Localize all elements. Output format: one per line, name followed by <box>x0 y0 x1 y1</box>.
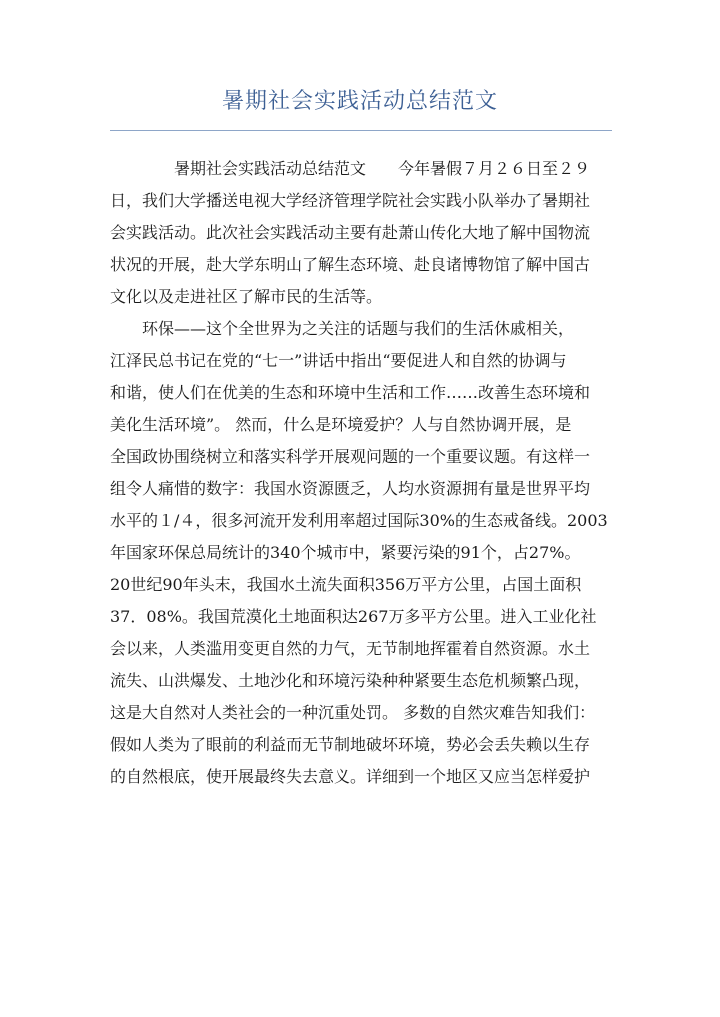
text-line-2: 日，我们大学播送电视大学经济管理学院社会实践小队举办了暑期社 <box>110 191 591 210</box>
text-line-12: 水平的１/４，很多河流开发利用率超过国际30%的生态戒备线。2003 <box>110 511 608 530</box>
text-line-13: 年国家环保总局统计的340个城市中，紧要污染的91个，占27%。 <box>110 543 581 562</box>
text-line-19: 假如人类为了眼前的利益而无节制地破坏环境，势必会丢失赖以生存 <box>110 735 591 754</box>
text-line-16: 会以来，人类滥用变更自然的力气，无节制地挥霍着自然资源。水土 <box>110 639 591 658</box>
text-line-4: 状况的开展，赴大学东明山了解生态环境、赴良诸博物馆了解中国古 <box>110 255 591 274</box>
document-body <box>110 153 615 793</box>
text-line-20: 的自然根底，使开展最终失去意义。详细到一个地区又应当怎样爱护 <box>110 767 591 786</box>
text-line-17: 流失、山洪爆发、土地沙化和环境污染种种紧要生态危机频繁凸现， <box>110 671 591 690</box>
text-line-6: 环保——这个全世界为之关注的话题与我们的生活休戚相关， <box>110 319 575 338</box>
text-line-9: 美化生活环境”。 然而，什么是环境爱护？人与自然协调开展，是 <box>110 415 572 434</box>
text-line-18: 这是大自然对人类社会的一种沉重处罚。 多数的自然灾难告知我们： <box>110 703 596 722</box>
text-line-1: 暑期社会实践活动总结范文 今年暑假７月２６日至２９ <box>110 159 591 178</box>
text-line-3: 会实践活动。此次社会实践活动主要有赴萧山传化大地了解中国物流 <box>110 223 591 242</box>
text-line-5: 文化以及走进社区了解市民的生活等。 <box>110 287 383 306</box>
text-line-8: 和谐，使人们在优美的生态和环境中生活和工作……改善生态环境和 <box>110 383 591 402</box>
title-divider <box>110 130 612 131</box>
text-line-15: 37．08%。我国荒漠化土地面积达267万多平方公里。进入工业化社 <box>110 607 597 626</box>
text-line-14: 20世纪90年头末，我国水土流失面积356万平方公里，占国土面积 <box>110 575 582 594</box>
document-title: 暑期社会实践活动总结范文 <box>221 89 498 114</box>
text-line-11: 组令人痛惜的数字：我国水资源匮乏，人均水资源拥有量是世界平均 <box>110 479 591 498</box>
text-line-7: 江泽民总书记在党的“七一”讲话中指出“要促进人和自然的协调与 <box>110 351 567 370</box>
text-line-10: 全国政协围绕树立和落实科学开展观问题的一个重要议题。有这样一 <box>110 447 591 466</box>
